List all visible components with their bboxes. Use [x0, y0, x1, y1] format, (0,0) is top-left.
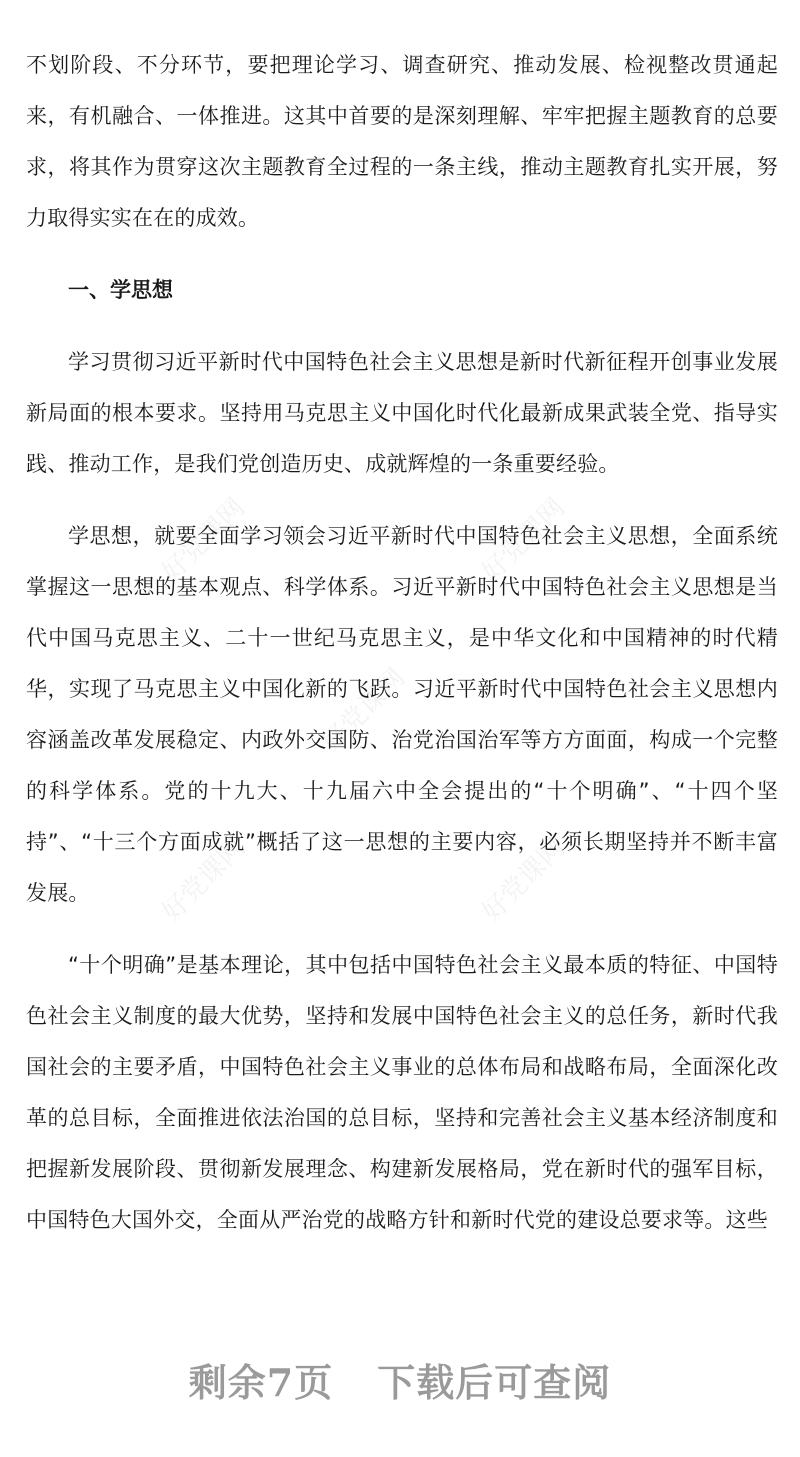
paragraph-study-2: 学思想，就要全面学习领会习近平新时代中国特色社会主义思想，全面系统掌握这一思想的基本观点、科学体系。习近平新时代中国特色社会主义思想是当代中国马克思主义、二十一世纪马克思主义，是中华文化和中国精神的时代精华，实现了马克思主义中国化新的飞跃。习近平新时代中国特色社会主义思想内容涵盖改革发展稳定、内政外交国防、治党治国治军等方方面面，构成一个完整的科学体系。党的十九大、十九届六中全会提出的“十个明确”、“十四个坚持”、“十三个方面成就”概括了这一思想的主要内容，必须长期坚持并不断丰富发展。: [26, 524, 778, 905]
watermark: 好党课网: [476, 832, 572, 928]
document-body: [26, 40, 778, 1246]
watermark: 好党课网: [156, 492, 252, 588]
download-to-view-label: 下载后可查阅: [377, 1360, 612, 1405]
paragraph-intro: 不划阶段、不分环节，要把理论学习、调查研究、推动发展、检视整改贯通起来，有机融合、一体推进。这其中首要的是深刻理解、牢牢把握主题教育的总要求，将其作为贯穿这次主题教育全过程的一条主线，推动主题教育扎实开展，努力取得实实在在的成效。: [26, 53, 778, 230]
paragraph-study-1: 学习贯彻习近平新时代中国特色社会主义思想是新时代新征程开创事业发展新局面的根本要求。坚持用马克思主义中国化时代化最新成果武装全党、指导实践、推动工作，是我们党创造历史、成就辉煌的一条重要经验。: [26, 350, 778, 476]
watermark: 好党课网: [156, 832, 252, 928]
download-notice[interactable]: [0, 1352, 800, 1407]
paragraph-ten-clarifications: “十个明确”是基本理论，其中包括中国特色社会主义最本质的特征、中国特色社会主义制度的最大优势，坚持和发展中国特色社会主义的总任务，新时代我国社会的主要矛盾，中国特色社会主义事业的总体布局和战略布局，全面深化改革的总目标，全面推进依法治国的总目标，坚持和完善社会主义基本经济制度和把握新发展阶段、贯彻新发展理念、构建新发展格局，党在新时代的强军目标，中国特色大国外交，全面从严治党的战略方针和新时代党的建设总要求等。这些: [26, 953, 778, 1232]
watermark: 好党课网: [476, 492, 572, 588]
remaining-pages-label: 剩余7页: [188, 1360, 334, 1405]
section-heading: 一、学思想: [68, 278, 173, 302]
watermark: 好党课网: [316, 662, 412, 758]
